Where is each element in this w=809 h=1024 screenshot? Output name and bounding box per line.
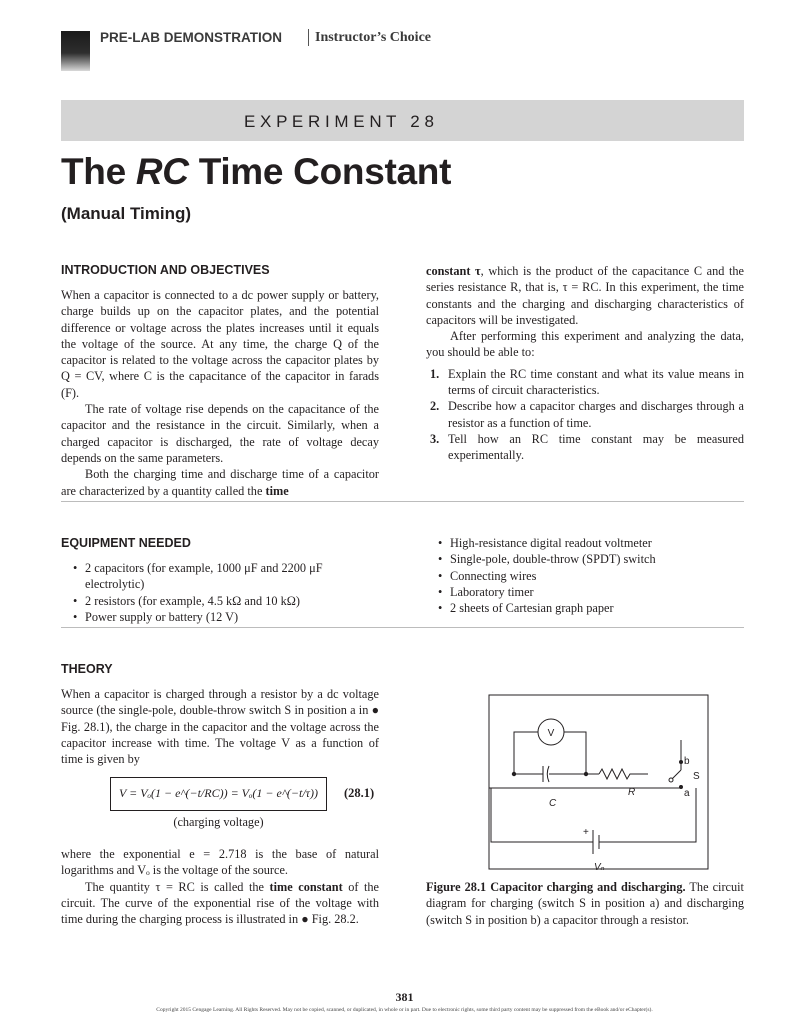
equipment-item: • 2 capacitors (for example, 1000 μF and 2200 μF electrolytic) xyxy=(71,560,359,593)
figure-caption-bold: Figure 28.1 Capacitor charging and discharging. xyxy=(426,880,686,894)
intro-paragraph-5: After performing this experiment and analyzing the data, you should be able to: xyxy=(426,329,744,360)
objective-text: Tell how an RC time constant may be measured experimentally. xyxy=(448,431,744,463)
intro-p3-bold: time xyxy=(265,483,289,498)
resistor-label: R xyxy=(628,787,636,798)
equipment-heading: EQUIPMENT NEEDED xyxy=(61,536,191,550)
terminal-a-dot xyxy=(679,785,683,789)
capacitor-plate-right xyxy=(547,766,549,782)
header-title: PRE-LAB DEMONSTRATION xyxy=(100,30,282,45)
intro-right-column xyxy=(426,263,744,464)
equipment-item: • 2 resistors (for example, 4.5 kΩ and 10 kΩ) xyxy=(71,593,359,609)
title-suffix: Time Constant xyxy=(188,151,452,192)
section-divider xyxy=(61,627,744,628)
objective-number: 3. xyxy=(430,431,440,446)
intro-paragraph-3 xyxy=(61,466,379,499)
equipment-item: • Single-pole, double-throw (SPDT) switch xyxy=(436,551,744,567)
equation: V = Vₒ(1 − e^(−t/RC)) = Vₒ(1 − e^(−t/τ)) xyxy=(119,786,318,800)
source-label: Vₒ xyxy=(594,862,605,870)
terminal-a-label: a xyxy=(684,788,690,799)
figure-caption-text xyxy=(426,879,744,928)
theory-p3-text-b: of the circuit. The curve of the exponential rise of the voltage with time during the charging process is illustrated in ● Fig. 28.2. xyxy=(61,879,379,927)
equation-caption: (charging voltage) xyxy=(173,815,264,829)
equipment-right-column xyxy=(436,535,744,616)
intro-paragraph-2: The rate of voltage rise depends on the capacitance of the capacitor and the resistance in the circuit. Similarly, when a charged capacitor is discharged, the rate of voltage decay depends on the same parameters. xyxy=(61,402,379,465)
terminal-b-label: b xyxy=(684,756,690,767)
title-italic: RC xyxy=(135,151,189,192)
objective-item xyxy=(426,431,744,464)
intro-paragraph-4 xyxy=(426,263,744,328)
objective-text: Explain the RC time constant and what its value means in terms of circuit characteristics. xyxy=(448,366,744,398)
capacitor-label: C xyxy=(549,798,557,809)
equipment-item: • High-resistance digital readout voltmeter xyxy=(436,535,744,551)
objective-number: 1. xyxy=(430,366,440,381)
junction-dot xyxy=(584,772,588,776)
objective-item xyxy=(426,366,744,399)
equipment-list-right xyxy=(436,535,744,616)
objective-text: Describe how a capacitor charges and discharges through a resistor as a function of time. xyxy=(448,399,744,430)
switch-pivot xyxy=(669,778,673,782)
resistor-zigzag xyxy=(599,769,648,779)
page-number: 381 xyxy=(395,990,414,1004)
theory-p3-bold: time constant xyxy=(269,879,343,894)
equation-number: (28.1) xyxy=(344,786,375,800)
intro-heading: INTRODUCTION AND OBJECTIVES xyxy=(61,263,270,277)
theory-paragraph-3 xyxy=(61,879,379,928)
theory-paragraph-1: When a capacitor is charged through a resistor by a dc voltage source (the single-pole, double-throw switch S in position a in ● Fig. 28.1), the charge in the capacitor and the voltage across the capacitor increase with time. The voltage V as a function of time is given by xyxy=(61,687,379,767)
header-subtitle: Instructor’s Choice xyxy=(315,30,431,45)
intro-p4-bold: constant τ xyxy=(426,264,481,278)
equipment-item: • Connecting wires xyxy=(436,568,744,584)
theory-paragraph-2: where the exponential e = 2.718 is the base of natural logarithms and Vₒ is the voltage of the source. xyxy=(61,847,379,878)
intro-p3-text: Both the charging time and discharge time of a capacitor are characterized by a quantity called the xyxy=(61,467,379,498)
intro-left-column xyxy=(61,263,379,499)
copyright-notice: Copyright 2015 Cengage Learning. All Rights Reserved. May not be copied, scanned, or duplicated, in whole or in part. Due to electronic rights, some third party content may be suppressed from the eBook and/or eChapter(s). xyxy=(156,1007,653,1013)
page-title xyxy=(61,151,451,193)
figure-caption-body: The circuit diagram for charging (switch S in position a) and discharging (switch S in position b) a capacitor through a resistor. xyxy=(426,880,744,927)
objective-number: 2. xyxy=(430,399,440,414)
theory-left-column-continued xyxy=(61,846,379,927)
terminal-b-dot xyxy=(679,760,683,764)
experiment-label: E X P E R I M E N T 2 8 xyxy=(244,112,434,131)
equipment-item: • Laboratory timer xyxy=(436,584,744,600)
equipment-item: • 2 sheets of Cartesian graph paper xyxy=(436,600,744,616)
battery-plus-label: + xyxy=(583,827,589,838)
intro-p4-text: , which is the product of the capacitance C and the series resistance R, that is, τ = RC. In this experiment, the time constants and the charging and discharging characteristics of capacitors will be investigated. xyxy=(426,264,744,327)
header-divider xyxy=(308,29,309,46)
junction-dot xyxy=(512,772,516,776)
theory-p3-text-a: The quantity τ = RC is called the xyxy=(85,879,264,894)
switch-label: S xyxy=(693,771,700,782)
header-logo xyxy=(61,31,90,71)
theory-heading: THEORY xyxy=(61,662,113,676)
equipment-list-left xyxy=(61,560,379,625)
voltmeter-label: V xyxy=(547,728,555,739)
page-subtitle: (Manual Timing) xyxy=(61,204,192,223)
title-prefix: The xyxy=(61,151,136,192)
intro-paragraph-1: When a capacitor is connected to a dc power supply or battery, charge builds up on the capacitor plates, and the potential difference or voltage across the plates increases until it equals the voltage of the source. At any time, the charge Q of the capacitor is related to the voltage across the capacitor plates by Q = CV, where C is the capacitance of the capacitor in farads (F). xyxy=(61,288,379,400)
objectives-list xyxy=(426,366,744,464)
objective-item xyxy=(426,398,744,431)
figure-caption xyxy=(426,879,744,928)
theory-left-column xyxy=(61,662,379,767)
equipment-left-column xyxy=(61,536,379,625)
section-divider xyxy=(61,501,744,502)
circuit-diagram xyxy=(488,694,709,870)
equipment-item: • Power supply or battery (12 V) xyxy=(71,609,359,625)
